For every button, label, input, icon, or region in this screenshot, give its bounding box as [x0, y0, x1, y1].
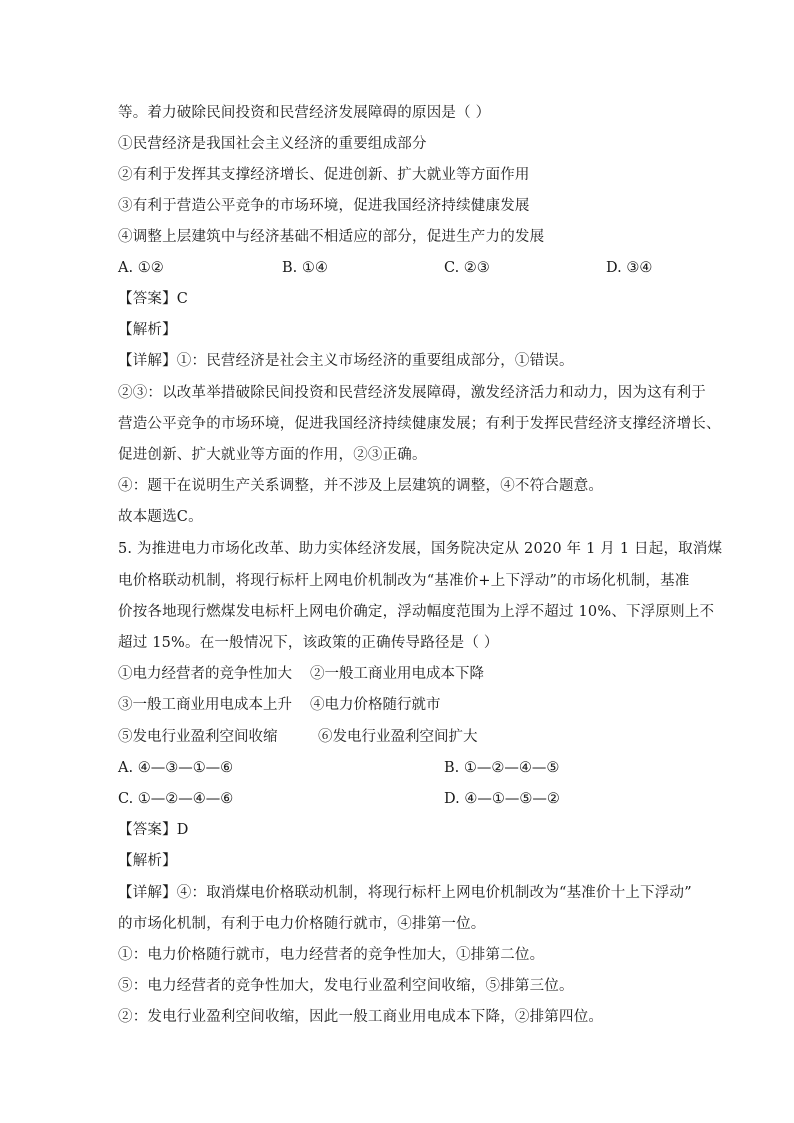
- q5-option-a: A. ④—③—①—⑥: [118, 760, 234, 776]
- q4-item-4: ④调整上层建筑中与经济基础不相适应的部分，促进生产力的发展: [118, 229, 545, 245]
- q4-analysis-5: ④：题干在说明生产关系调整，并不涉及上层建筑的调整，④不符合题意。: [118, 478, 604, 494]
- q4-item-3: ③有利于营造公平竞争的市场环境，促进我国经济持续健康发展: [118, 198, 530, 214]
- q5-analysis-4: ⑤：电力经营者的竞争性加大，发电行业盈利空间收缩，⑤排第三位。: [118, 978, 574, 994]
- q5-stem-4: 超过 15%。在一般情况下，该政策的正确传导路径是（ ）: [118, 635, 499, 651]
- q5-item-6: ⑥发电行业盈利空间扩大: [318, 729, 478, 745]
- q5-answer: 【答案】D: [118, 822, 189, 838]
- q5-option-b: B. ①—②—④—⑤: [444, 760, 560, 776]
- q5-analysis-2: 的市场化机制，有利于电力价格随行就市，④排第一位。: [118, 916, 486, 932]
- q5-analysis-3: ①：电力价格随行就市，电力经营者的竞争性加大，①排第二位。: [118, 947, 545, 963]
- q4-answer: 【答案】C: [118, 291, 189, 307]
- q4-option-d: D. ③④: [606, 260, 653, 276]
- q5-item-4: ④电力价格随行就市: [310, 697, 441, 713]
- q4-option-c: C. ②③: [444, 260, 490, 276]
- q4-analysis-1: 【详解】①：民营经济是社会主义市场经济的重要组成部分，①错误。: [118, 353, 574, 369]
- q5-item-3: ③一般工商业用电成本上升: [118, 697, 292, 713]
- q5-option-c: C. ①—②—④—⑥: [118, 791, 234, 807]
- q4-stem-tail: 等。着力破除民间投资和民营经济发展障碍的原因是（ ）: [118, 105, 491, 121]
- q5-stem-3: 价按各地现行燃煤发电标杆上网电价确定，浮动幅度范围为上浮不超过 10%、下浮原则上不: [118, 604, 715, 620]
- q4-analysis-4: 促进创新、扩大就业等方面的作用，②③正确。: [118, 447, 427, 463]
- q4-analysis-6: 故本题选C。: [118, 509, 203, 525]
- q5-item-2: ②一般工商业用电成本下降: [310, 666, 484, 682]
- q5-analysis-5: ②：发电行业盈利空间收缩，因此一般工商业用电成本下降，②排第四位。: [118, 1009, 604, 1025]
- q5-analysis-label: 【解析】: [118, 853, 177, 869]
- q5-analysis-1: 【详解】④：取消煤电价格联动机制，将现行标杆上网电价机制改为“基准价十上下浮动”: [118, 885, 692, 901]
- q5-stem-1: 5. 为推进电力市场化改革、助力实体经济发展，国务院决定从 2020 年 1 月 1 日起，取消煤: [118, 541, 723, 557]
- q4-option-a: A. ①②: [118, 260, 164, 276]
- q4-analysis-label: 【解析】: [118, 322, 177, 338]
- q5-stem-2: 电价格联动机制，将现行标杆上网电价机制改为“基准价+上下浮动”的市场化机制，基准: [118, 573, 690, 589]
- q4-option-b: B. ①④: [282, 260, 328, 276]
- q5-item-5: ⑤发电行业盈利空间收缩: [118, 729, 278, 745]
- q5-option-d: D. ④—①—⑤—②: [444, 791, 560, 807]
- q4-item-1: ①民营经济是我国社会主义经济的重要组成部分: [118, 136, 427, 152]
- q4-item-2: ②有利于发挥其支撑经济增长、促进创新、扩大就业等方面作用: [118, 167, 530, 183]
- q5-item-1: ①电力经营者的竞争性加大: [118, 666, 292, 682]
- q4-analysis-3: 营造公平竞争的市场环境，促进我国经济持续健康发展；有利于发挥民营经济支撑经济增长、: [118, 416, 721, 432]
- q4-analysis-2: ②③：以改革举措破除民间投资和民营经济发展障碍，激发经济活力和动力，因为这有利于: [118, 385, 706, 401]
